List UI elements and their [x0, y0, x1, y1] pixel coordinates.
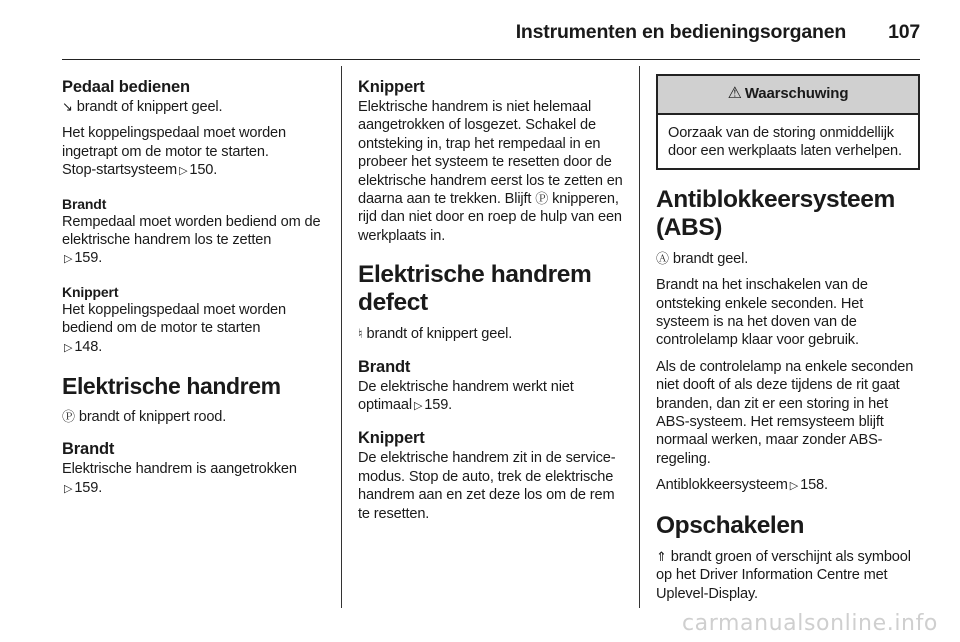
page-reference[interactable]: 159.: [424, 397, 453, 414]
warning-text: Oorzaak van de storing onmiddellijk door een werkplaats laten verhelpen.: [668, 125, 902, 160]
reference-icon: ▷: [64, 253, 73, 266]
body-text: De elektrische handrem werkt niet optimaal: [358, 378, 574, 414]
brake-fault-icon: ♮: [358, 326, 363, 342]
reference-icon: ▷: [789, 480, 799, 493]
body-text: Het koppelingspedaal moet worden bediend om de motor te starten: [62, 301, 286, 337]
warning-title: Waarschuwing: [744, 85, 849, 103]
body-text: De elektrische handrem zit in de service-modus. Stop de auto, trek de elektrische handrem aan en zet deze los om de rem te resetten.: [358, 450, 616, 522]
subheading: Brandt: [358, 357, 411, 376]
page-number: 107: [888, 20, 920, 43]
column-2: [358, 78, 624, 531]
body-text: Elektrische handrem is aangetrokken: [62, 461, 297, 478]
column-3: [656, 78, 920, 611]
header-rule: [62, 59, 920, 60]
section-heading: Opschakelen: [656, 511, 805, 539]
page-reference[interactable]: 158.: [800, 477, 828, 494]
reference-icon: ▷: [179, 165, 188, 178]
column-1: [62, 78, 326, 506]
subheading: Brandt: [62, 440, 115, 459]
section-heading: Elektrische handrem: [62, 373, 281, 400]
body-text: brandt geel.: [672, 250, 749, 267]
subheading: Brandt: [62, 195, 107, 212]
parking-brake-icon: Ⓟ: [62, 409, 75, 425]
abs-icon: Ⓐ: [656, 250, 669, 266]
watermark: carmanualsonline.info: [681, 611, 938, 636]
body-text: brandt of knippert geel.: [366, 326, 513, 343]
body-text: brandt of knippert rood.: [78, 409, 227, 426]
upshift-icon: ⇑: [656, 548, 667, 564]
body-text: knipperen, rijd dan niet door en roep de hulp van een werkplaats in.: [358, 191, 622, 244]
section-heading: Pedaal bedienen: [62, 78, 190, 96]
subheading: Knippert: [358, 429, 425, 448]
page-header: [62, 14, 920, 50]
section-heading: Antiblokkeersysteem (ABS): [656, 185, 895, 241]
body-text: Brandt na het inschakelen van de ontsteking enkele seconden. Het systeem is na het doven van de controlelamp klaar voor gebruik.: [656, 277, 868, 349]
warning-header: [658, 76, 918, 115]
page-reference[interactable]: 150.: [189, 162, 218, 179]
body-text: Als de controlelamp na enkele seconden niet dooft of als deze tijdens de rit gaat branden, dan zit er een storing in het ABS-systeem. Het remsysteem blijft normaal werken, maar zonder ABS-regeling.: [656, 358, 914, 467]
section-heading: Elektrische handrem defect: [358, 261, 592, 317]
body-text: Elektrische handrem is niet helemaal aangetrokken of losgezet. Schakel de ontsteking in, trap het rempedaal in en probeer het systeem te resetten door de elektrische handrem eerst los te zetten en daarna aan te trekken. Blijft: [358, 99, 623, 208]
page-reference[interactable]: 159.: [74, 479, 103, 496]
subheading: Knippert: [62, 283, 119, 300]
reference-icon: ▷: [64, 482, 73, 495]
subheading: Knippert: [358, 78, 425, 96]
body-text: Rempedaal moet worden bediend om de elektrische handrem los te zetten: [62, 213, 321, 249]
body-text: brandt of knippert geel.: [76, 99, 223, 115]
page-reference[interactable]: 159.: [74, 250, 103, 267]
body-text: brandt groen of verschijnt als symbool op het Driver Information Centre met Uplevel-Display.: [656, 548, 911, 602]
body-text: Stop-startsysteem: [62, 162, 178, 179]
body-text: Het koppelingspedaal moet worden ingetrapt om de motor te starten.: [62, 125, 286, 160]
column-divider: [341, 66, 342, 608]
warning-icon: ⚠: [727, 85, 742, 103]
reference-icon: ▷: [64, 341, 73, 354]
warning-box: [656, 74, 920, 170]
body-text: Antiblokkeersysteem: [656, 477, 788, 494]
page-title: Instrumenten en bedieningsorganen: [515, 20, 847, 43]
clutch-pedal-icon: ↘: [62, 99, 73, 114]
page-reference[interactable]: 148.: [74, 338, 103, 355]
parking-brake-icon: Ⓟ: [535, 191, 549, 207]
column-divider: [639, 66, 640, 608]
reference-icon: ▷: [413, 400, 423, 413]
